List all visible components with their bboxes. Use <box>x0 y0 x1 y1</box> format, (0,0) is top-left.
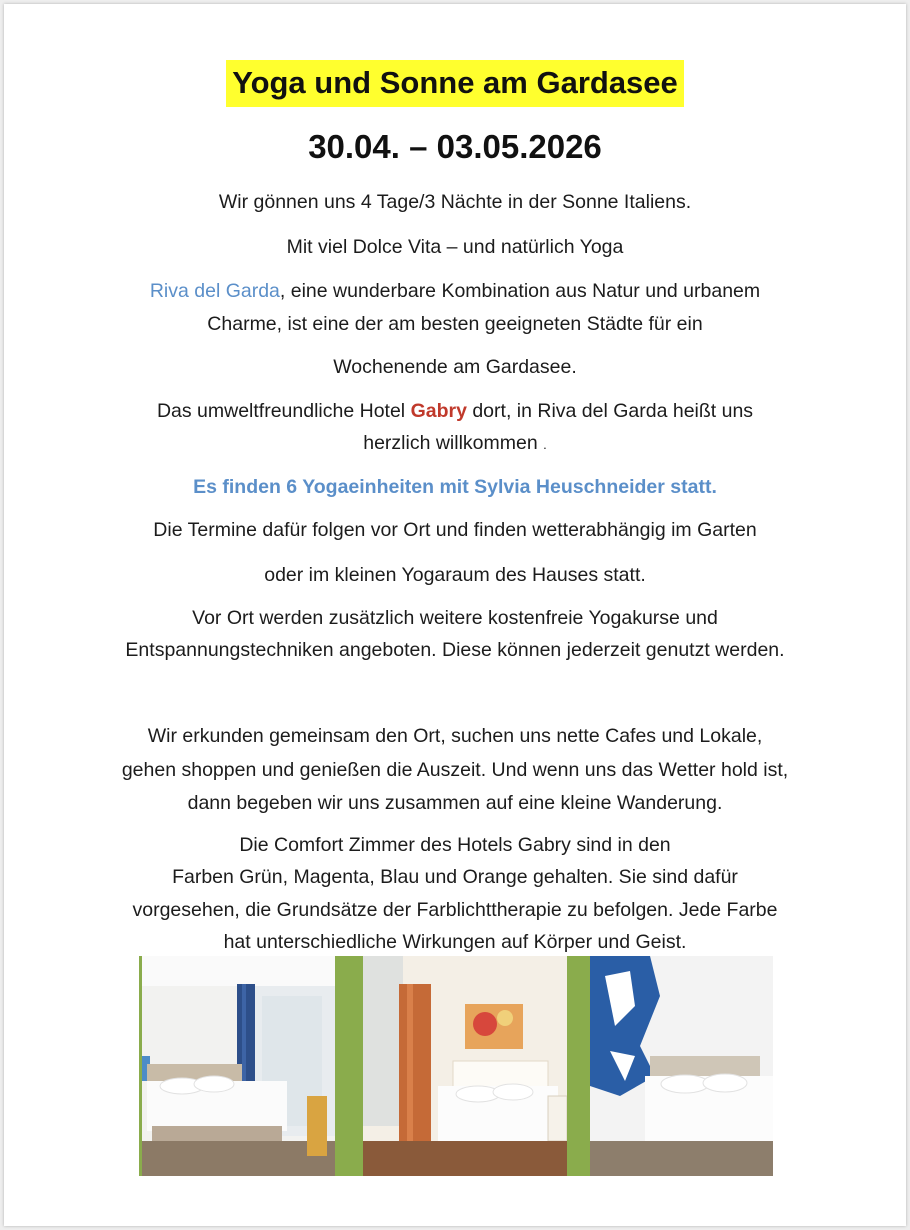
riva-link[interactable]: Riva del Garda <box>149 280 280 302</box>
page-title: Yoga und Sonne am Gardasee <box>226 60 684 107</box>
rooms-line-4: hat unterschiedliche Wirkungen auf Körper und Geist. <box>223 931 687 953</box>
riva-paragraph-line-2: Charme, ist eine der am besten geeigneten Städte für ein <box>207 313 703 335</box>
weekend-line: Wochenende am Gardasee. <box>333 356 577 378</box>
extra-line-2: Entspannungstechniken angeboten. Diese können jederzeit genutzt werden. <box>125 639 785 661</box>
intro-line-2: Mit viel Dolce Vita – und natürlich Yoga <box>286 236 624 258</box>
room-photo-orange-curtains <box>363 956 567 1176</box>
welcome-dot: . <box>543 437 547 452</box>
title-row <box>4 60 906 107</box>
rooms-line-3: vorgesehen, die Grundsätze der Farblichttherapie zu befolgen. Jede Farbe <box>132 899 778 921</box>
explore-line-1: Wir erkunden gemeinsam den Ort, suchen uns nette Cafes und Lokale, <box>147 725 763 747</box>
hotel-name: Gabry <box>410 400 467 422</box>
rooms-line-2: Farben Grün, Magenta, Blau und Orange gehalten. Sie sind dafür <box>172 866 738 888</box>
explore-line-3: dann begeben wir uns zusammen auf eine kleine Wanderung. <box>187 792 723 814</box>
event-date: 30.04. – 03.05.2026 <box>308 128 602 165</box>
room-photo-blue-curtains <box>142 956 335 1176</box>
riva-paragraph-line-1 <box>4 276 906 307</box>
hotel-line-2 <box>4 428 906 460</box>
hotel-text-pre: Das umweltfreundliche Hotel <box>156 400 411 422</box>
hotel-text-post: dort, in Riva del Garda heißt uns <box>466 400 754 422</box>
dates-line-1: Die Termine dafür folgen vor Ort und finden wetterabhängig im Garten <box>153 519 757 541</box>
welcome-text: herzlich willkommen <box>363 432 538 454</box>
dates-line-2: oder im kleinen Yogaraum des Hauses statt. <box>264 564 646 586</box>
room-photo-blue-mural <box>590 956 773 1176</box>
rooms-line-1: Die Comfort Zimmer des Hotels Gabry sind in den <box>239 834 671 856</box>
room-photo-strip <box>139 956 773 1176</box>
yoga-units-line: Es finden 6 Yogaeinheiten mit Sylvia Heuschneider statt. <box>193 476 717 498</box>
hotel-line-1 <box>4 396 906 427</box>
flyer-page <box>4 4 906 1226</box>
extra-line-1: Vor Ort werden zusätzlich weitere kostenfreie Yogakurse und <box>192 607 718 629</box>
explore-line-2: gehen shoppen und genießen die Auszeit. Und wenn uns das Wetter hold ist, <box>121 759 789 781</box>
riva-text-1: , eine wunderbare Kombination aus Natur und urbanem <box>279 280 761 302</box>
intro-line-1: Wir gönnen uns 4 Tage/3 Nächte in der Sonne Italiens. <box>218 191 692 213</box>
